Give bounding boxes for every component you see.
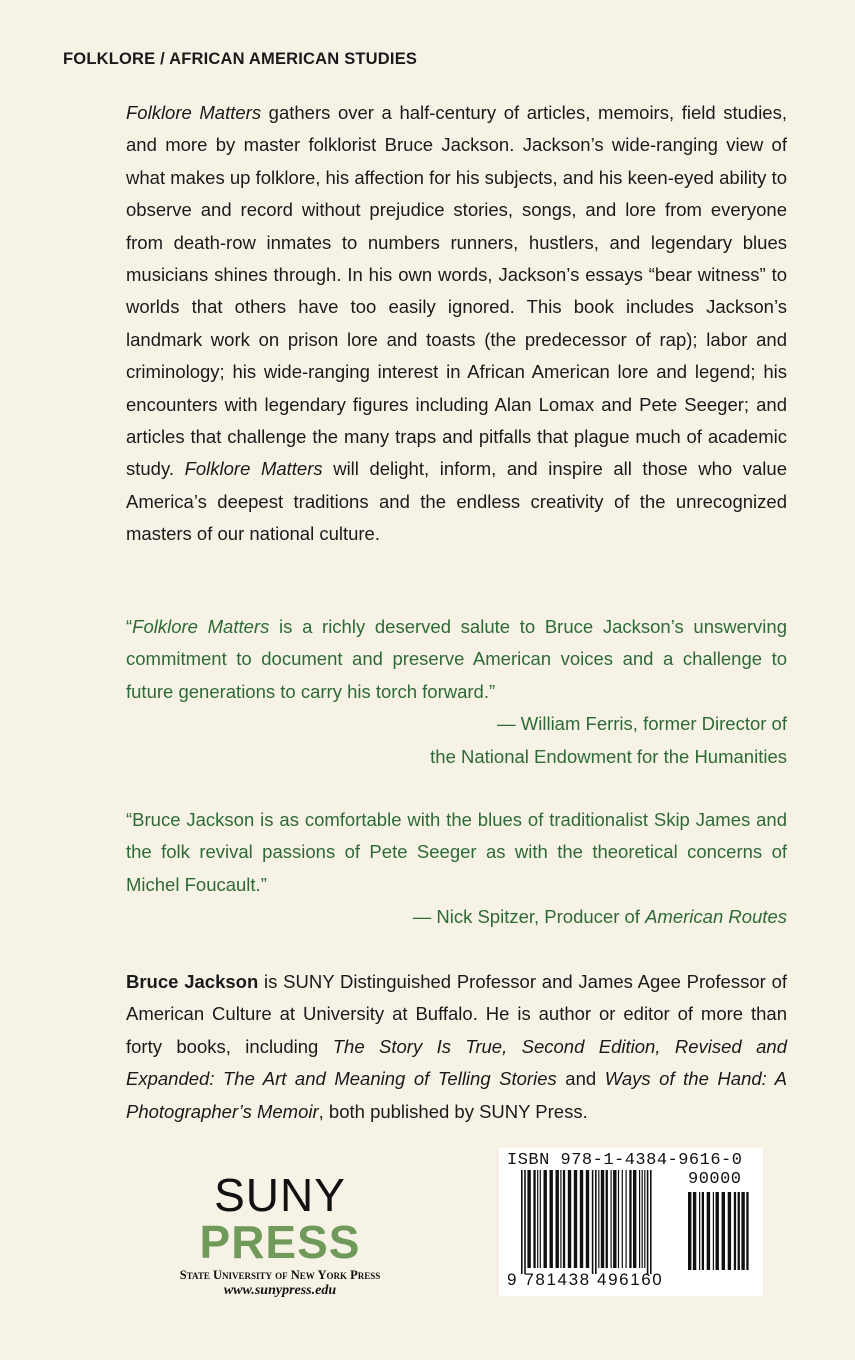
barcode-bar <box>746 1192 748 1270</box>
barcode-bar <box>586 1170 589 1268</box>
barcode-bar <box>611 1170 612 1268</box>
barcode-bar <box>563 1170 565 1268</box>
isbn-barcode <box>499 1148 763 1296</box>
book-title: Ways of the Hand: A Photographer’s Memoir <box>126 1068 787 1122</box>
publisher-full-name: State University of New York Press <box>179 1268 381 1282</box>
barcode-bar <box>613 1170 616 1268</box>
barcode-bar <box>550 1170 553 1268</box>
barcode-bar <box>734 1192 736 1270</box>
barcode-bar <box>598 1170 599 1268</box>
price-code: 90000 <box>688 1170 742 1189</box>
barcode-bar <box>713 1192 714 1270</box>
quote-attribution: the National Endowment for the Humanities <box>430 745 787 767</box>
barcode-bar <box>738 1192 740 1270</box>
barcode-bar <box>601 1170 604 1268</box>
barcode-bar <box>568 1170 571 1268</box>
barcode-bar <box>722 1192 725 1270</box>
book-title: Folklore Matters <box>184 458 323 480</box>
barcode-bar <box>574 1170 577 1268</box>
publisher-logo <box>160 1169 400 1299</box>
barcode-bar <box>728 1192 731 1270</box>
barcode-bar <box>533 1170 535 1268</box>
barcode-bar <box>699 1192 700 1270</box>
barcode-bar <box>521 1170 523 1274</box>
category-label: FOLKLORE / AFRICAN AMERICAN STUDIES <box>63 50 418 68</box>
barcode-bar <box>556 1170 559 1268</box>
book-title: Folklore Matters <box>126 102 262 123</box>
barcode-bar <box>707 1192 710 1270</box>
book-description <box>126 97 787 551</box>
barcode-bar <box>693 1192 696 1270</box>
barcode-bar <box>527 1170 530 1268</box>
bio-text: and <box>556 1068 605 1090</box>
barcode-bar <box>639 1170 640 1268</box>
author-name: Bruce Jackson <box>126 971 259 992</box>
logo-press: PRESS <box>199 1216 361 1268</box>
barcode-bar <box>524 1170 526 1274</box>
barcode-bar <box>650 1170 652 1274</box>
author-bio <box>126 966 787 1128</box>
description-text: gathers over a half-century of articles, memoirs, field studies, and more by master folklorist Bruce Jackson. Jackson’s wide-ranging view of what makes up folklore, his affection for his subjects, and his keen-eyed ability to observe and record without prejudice stories, songs, and lore from everyone from death-row inmates to numbers runners, hustlers, and legendary blues musicians shines through. In his own words, Jackson’s essays “bear witness” to worlds that others have too easily ignored. This book includes Jackson’s landmark work on prison lore and toasts (the predecessor of rap); labor and criminology; his wide-ranging interest in African American lore and legend; his encounters with legendary figures including Alan Lomax and Pete Seeger; and articles that challenge the many traps and pitfalls that plague much of academic study. <box>126 102 787 480</box>
barcode-bar <box>644 1170 645 1268</box>
book-title: The Story Is True, Second Edition, Revised and Expanded: The Art and Meaning of Telling Stories <box>126 1035 787 1090</box>
barcode-bar <box>688 1192 691 1270</box>
bio-text: is SUNY Distinguished Professor and James Agee Professor of American Culture at University at Buffalo. He is author or editor of more than forty books, including <box>126 971 787 1057</box>
barcode-bar <box>618 1170 619 1268</box>
bio-text: , both published by SUNY Press. <box>318 1100 588 1122</box>
barcode-bar <box>595 1170 597 1274</box>
endorsement-ferris <box>126 611 787 773</box>
barcode-bar <box>592 1170 594 1274</box>
description-text: will delight, inform, and inspire all those who value America’s deepest traditions and the endless creativity of the unrecognized masters of our national culture. <box>126 458 787 545</box>
ean-digits: 9 781438 496160 <box>507 1270 664 1289</box>
barcode-bar <box>702 1192 704 1270</box>
isbn-label: ISBN 978-1-4384-9616-0 <box>507 1151 743 1170</box>
logo-suny: SUNY <box>214 1169 346 1221</box>
barcode-bar <box>647 1170 649 1274</box>
barcode-bar <box>716 1192 719 1270</box>
attribution-text: — Nick Spitzer, Producer of <box>412 906 646 928</box>
barcode-bar <box>537 1170 538 1268</box>
barcode-bar <box>741 1192 744 1270</box>
quote-text: “Bruce Jackson is as comfortable with the blues of traditionalist Skip James and the folk revival passions of Pete Seeger as with the theoretical concerns of Michel Foucault.” <box>126 809 787 895</box>
book-title: Folklore Matters <box>132 616 270 637</box>
quote-open: “ <box>126 616 133 637</box>
barcode-bar <box>629 1170 631 1268</box>
barcode-bar <box>633 1170 636 1268</box>
barcode-bar <box>642 1170 643 1268</box>
barcode-bar <box>560 1170 561 1268</box>
barcode-bar <box>606 1170 608 1268</box>
quote-attribution: — William Ferris, former Director of <box>497 713 787 735</box>
program-title: American Routes <box>645 906 787 928</box>
barcode-bar <box>626 1170 627 1268</box>
barcode-bar <box>540 1170 541 1268</box>
barcode-bar <box>544 1170 547 1268</box>
quote-attribution <box>126 901 787 933</box>
barcode-bar <box>580 1170 583 1268</box>
barcode-bar <box>622 1170 623 1268</box>
publisher-url: www.sunypress.edu <box>223 1283 337 1298</box>
endorsement-spitzer <box>126 804 787 934</box>
quote-text: is a richly deserved salute to Bruce Jackson’s unswerving commitment to document and preserve American voices and a challenge to future generations to carry his torch forward.” <box>126 616 787 702</box>
